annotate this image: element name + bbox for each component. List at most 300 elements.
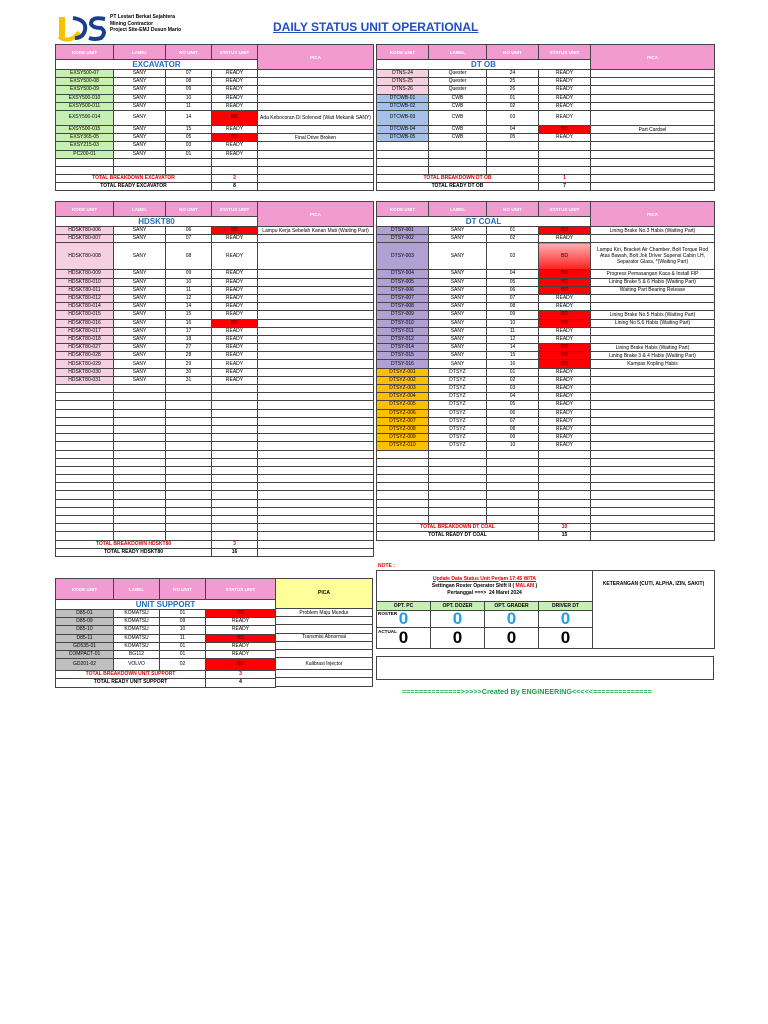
unit-code: EXSY500-07 <box>56 70 114 78</box>
status-badge: BD <box>212 227 258 235</box>
company-info <box>110 14 181 34</box>
status-badge: READY <box>539 401 591 409</box>
table-row <box>377 243 715 270</box>
table-row <box>377 409 715 417</box>
unit-label: SANY <box>114 360 166 368</box>
unit-number: 06 <box>166 227 212 235</box>
table-row <box>56 235 374 243</box>
status-badge: READY <box>212 376 258 384</box>
status-badge: READY <box>212 235 258 243</box>
status-badge: READY <box>539 417 591 425</box>
unit-code: DTNS-26 <box>377 86 429 94</box>
empty-row <box>56 483 374 491</box>
unit-code: HDSKT80-016 <box>56 319 114 327</box>
unit-code: HDSKT80-027 <box>56 344 114 352</box>
total-breakdown-row <box>377 175 715 183</box>
status-badge: READY <box>212 294 258 302</box>
unit-code: HDSKT80-018 <box>56 335 114 343</box>
unit-code: DTSY-002 <box>377 235 429 243</box>
unit-code: DTCWB-04 <box>377 125 429 133</box>
unit-number: 18 <box>166 335 212 343</box>
status-badge: READY <box>539 393 591 401</box>
unit-label: SANY <box>114 319 166 327</box>
empty-row <box>56 401 374 409</box>
pica-note <box>258 368 374 376</box>
col-no-unit: NO UNIT <box>160 579 206 600</box>
unit-number: 01 <box>160 610 206 618</box>
unit-label: SANY <box>429 352 487 360</box>
pica-note <box>258 294 374 302</box>
table-row <box>377 110 715 125</box>
unit-label: SANY <box>429 294 487 302</box>
unit-label: SANY <box>429 319 487 327</box>
table-row <box>56 150 374 158</box>
section-title: EXCAVATOR <box>56 60 258 70</box>
table-row <box>56 319 374 327</box>
table-row <box>377 134 715 142</box>
table-row <box>56 286 374 294</box>
empty-row <box>377 491 715 499</box>
unit-label: SANY <box>114 294 166 302</box>
pica-note: Part Cardsel <box>591 125 715 133</box>
pica-note <box>258 319 374 327</box>
unit-number: 29 <box>166 360 212 368</box>
footer-credit: ==============>>>>>Created By ENGINEERING<<<<<============== <box>402 687 652 696</box>
roster-number: 0 <box>560 610 571 628</box>
unit-label: SANY <box>429 327 487 335</box>
table-row <box>56 634 276 642</box>
shift-name: MALAM <box>514 582 536 589</box>
unit-code: DTSYZ-006 <box>377 409 429 417</box>
unit-code: DTSY-008 <box>377 303 429 311</box>
unit-number: 05 <box>487 401 539 409</box>
col-kode-unit: KODE UNIT <box>56 202 114 217</box>
table-row <box>377 102 715 110</box>
pica-note <box>591 425 715 433</box>
pica-note <box>591 78 715 86</box>
unit-number: 01 <box>487 368 539 376</box>
unit-code: HDSKT80-030 <box>56 368 114 376</box>
roster-value <box>377 611 431 628</box>
col-kode-unit: KODE UNIT <box>377 45 429 60</box>
unit-number: 28 <box>166 352 212 360</box>
total-ready-label: TOTAL READY EXCAVATOR <box>56 183 212 191</box>
pica-note <box>276 617 373 625</box>
pica-note: Progress Pemasangan Kaca & Install FIP <box>591 270 715 278</box>
status-badge: READY <box>539 94 591 102</box>
unit-label: SANY <box>429 286 487 294</box>
unit-code: D85-09 <box>56 618 114 626</box>
unit-number: 07 <box>166 70 212 78</box>
unit-label: BG112 <box>114 650 160 658</box>
pica-note <box>591 434 715 442</box>
table-row <box>377 94 715 102</box>
status-badge: BD <box>212 110 258 125</box>
unit-label: SANY <box>429 235 487 243</box>
status-badge: READY <box>212 311 258 319</box>
pica-note <box>591 368 715 376</box>
unit-number: 10 <box>166 278 212 286</box>
empty-row <box>377 458 715 466</box>
status-badge: READY <box>206 650 276 658</box>
status-badge: READY <box>539 385 591 393</box>
unit-number: 15 <box>166 125 212 133</box>
total-breakdown-row <box>56 175 374 183</box>
unit-number: 07 <box>166 235 212 243</box>
pica-row <box>276 609 373 617</box>
status-badge: READY <box>212 352 258 360</box>
col-label: LABEL <box>114 45 166 60</box>
col-pica: PICA <box>258 45 374 70</box>
unit-label: DTSYZ <box>429 401 487 409</box>
status-badge: BD <box>539 286 591 294</box>
pica-note <box>258 125 374 133</box>
total-breakdown-value: 3 <box>212 540 258 548</box>
unit-number: 06 <box>487 286 539 294</box>
unit-number: 08 <box>166 243 212 270</box>
unit-label: Quester <box>429 70 487 78</box>
status-badge: READY <box>212 278 258 286</box>
unit-number: 08 <box>487 303 539 311</box>
pica-note <box>591 409 715 417</box>
table-row <box>56 344 374 352</box>
pica-note <box>258 352 374 360</box>
total-ready-value: 15 <box>539 532 591 540</box>
table-row <box>377 393 715 401</box>
roster-value <box>539 611 593 628</box>
unit-number: 30 <box>166 368 212 376</box>
pica-note <box>258 243 374 270</box>
pica-note <box>591 385 715 393</box>
table-row <box>377 278 715 286</box>
unit-number: 15 <box>487 352 539 360</box>
pica-note: Lining Brake No.3 Habis (Waiting Part) <box>591 227 715 235</box>
empty-row <box>377 516 715 524</box>
actual-value <box>377 628 431 649</box>
table-row <box>377 303 715 311</box>
actual-value <box>431 628 485 649</box>
table-row <box>56 227 374 235</box>
total-ready-label: TOTAL READY HDSKT80 <box>56 548 212 556</box>
unit-number: 02 <box>160 659 206 671</box>
unit-label: SANY <box>114 125 166 133</box>
pica-note <box>591 376 715 384</box>
status-badge: READY <box>212 360 258 368</box>
unit-label: CWB <box>429 94 487 102</box>
unit-number: 02 <box>487 376 539 384</box>
empty-row <box>377 499 715 507</box>
total-breakdown-value: 3 <box>206 671 276 679</box>
pica-note <box>591 303 715 311</box>
pica-note: Kampas Kopling Habis <box>591 360 715 368</box>
pica-note <box>276 641 373 649</box>
roster-table <box>376 570 715 649</box>
table-row <box>377 352 715 360</box>
status-badge: BD <box>539 243 591 270</box>
table-row <box>56 311 374 319</box>
page-title: DAILY STATUS UNIT OPERATIONAL <box>273 20 479 34</box>
actual-number: 0 <box>398 628 409 647</box>
pica-note: Lining Brake 3 & 4 Habis (Waiting Part) <box>591 352 715 360</box>
empty-row <box>56 524 374 532</box>
unit-code: DTSY-014 <box>377 344 429 352</box>
table-row <box>377 442 715 450</box>
status-badge: READY <box>206 642 276 650</box>
unit-code: DTSY-001 <box>377 227 429 235</box>
roster-number: 0 <box>506 610 517 628</box>
table-row <box>377 125 715 133</box>
unit-label: DTSYZ <box>429 376 487 384</box>
unit-label: KOMATSU <box>114 610 160 618</box>
section-title: HDSKT80 <box>56 217 258 227</box>
unit-code: HDSKT80-012 <box>56 294 114 302</box>
pica-note <box>591 86 715 94</box>
table-row <box>56 303 374 311</box>
table-row <box>377 335 715 343</box>
col-kode-unit: KODE UNIT <box>56 579 114 600</box>
unit-code: EXSY500-010 <box>56 94 114 102</box>
pica-note <box>258 150 374 158</box>
unit-number: 16 <box>487 360 539 368</box>
unit-number: 01 <box>487 227 539 235</box>
unit-label: SANY <box>429 278 487 286</box>
actual-number: 0 <box>506 628 517 647</box>
table-row <box>377 327 715 335</box>
roster-col-1: OPT. PC <box>377 602 431 611</box>
unit-code: HDSKT80-009 <box>56 270 114 278</box>
pica-row <box>276 641 373 649</box>
unit-code: DTSY-015 <box>377 352 429 360</box>
table-row <box>56 125 374 133</box>
company-type: Mining Contractor <box>110 20 154 27</box>
status-badge: READY <box>539 442 591 450</box>
table-row <box>56 626 276 634</box>
unit-code: DTSYZ-002 <box>377 376 429 384</box>
total-breakdown-row <box>377 524 715 532</box>
pica-note <box>258 70 374 78</box>
unit-label: KOMATSU <box>114 618 160 626</box>
status-badge: BD <box>539 270 591 278</box>
unit-number: 02 <box>487 235 539 243</box>
unit-label: Quester <box>429 78 487 86</box>
actual-label: ACTUAL <box>378 629 397 634</box>
status-badge: READY <box>539 235 591 243</box>
hdskt80-table <box>55 201 374 557</box>
section-title: DT OB <box>377 60 591 70</box>
total-ready-row <box>56 183 374 191</box>
status-badge: BD <box>539 311 591 319</box>
empty-row <box>377 475 715 483</box>
status-badge: READY <box>539 102 591 110</box>
empty-row <box>56 434 374 442</box>
empty-row <box>56 475 374 483</box>
unit-code: HDSKT80-011 <box>56 286 114 294</box>
unit-number: 15 <box>166 311 212 319</box>
unit-number: 03 <box>487 385 539 393</box>
table-row <box>56 659 276 671</box>
col-label: LABEL <box>429 45 487 60</box>
table-row <box>56 610 276 618</box>
unit-label: SANY <box>114 142 166 150</box>
unit-label: SANY <box>114 286 166 294</box>
note-info <box>377 571 593 602</box>
empty-row <box>56 385 374 393</box>
status-badge: READY <box>212 125 258 133</box>
total-ready-label: TOTAL READY DT COAL <box>377 532 539 540</box>
unit-number: 12 <box>487 335 539 343</box>
pica-header-row <box>276 579 373 609</box>
table-row <box>377 227 715 235</box>
empty-row <box>56 442 374 450</box>
pica-note <box>591 442 715 450</box>
section-title: UNIT SUPPORT <box>56 600 276 610</box>
unit-label: SANY <box>114 303 166 311</box>
dt-coal-table <box>376 201 715 541</box>
col-status-unit: STATUS UNIT <box>539 45 591 60</box>
unit-code: DTCWB-03 <box>377 110 429 125</box>
table-row <box>56 278 374 286</box>
table-row <box>56 376 374 384</box>
unit-label: DTSYZ <box>429 368 487 376</box>
unit-support-pica-table <box>275 578 373 687</box>
unit-number: 05 <box>166 134 212 142</box>
table-row <box>377 401 715 409</box>
table-row <box>56 650 276 658</box>
unit-number: 01 <box>487 94 539 102</box>
unit-code: DTCWB-05 <box>377 134 429 142</box>
status-badge: READY <box>539 335 591 343</box>
status-badge: READY <box>212 94 258 102</box>
status-badge: BD <box>212 134 258 142</box>
status-badge: READY <box>212 142 258 150</box>
pica-note: Lining No 5,6 Habis (Waiting Part) <box>591 319 715 327</box>
unit-label: VOLVO <box>114 659 160 671</box>
unit-number: 17 <box>166 327 212 335</box>
unit-number: 04 <box>487 393 539 401</box>
pica-note <box>591 327 715 335</box>
unit-label: DTSYZ <box>429 409 487 417</box>
total-ready-label: TOTAL READY DT OB <box>377 183 539 191</box>
unit-number: 01 <box>160 642 206 650</box>
date-value: 24 Maret 2024 <box>488 589 522 596</box>
table-row <box>56 327 374 335</box>
col-no-unit: NO UNIT <box>487 202 539 217</box>
unit-code: DTSY-003 <box>377 243 429 270</box>
company-name: PT Lestari Berkat Sejahtera <box>110 14 176 20</box>
total-breakdown-label: TOTAL BREAKDOWN HDSKT80 <box>56 540 212 548</box>
table-row <box>56 134 374 142</box>
table-row <box>377 368 715 376</box>
table-row <box>377 360 715 368</box>
status-badge: READY <box>212 70 258 78</box>
empty-row <box>377 507 715 515</box>
status-badge: READY <box>212 344 258 352</box>
total-ready-row <box>56 548 374 556</box>
roster-number: 0 <box>452 610 463 628</box>
unit-code: DTSYZ-004 <box>377 393 429 401</box>
table-row <box>377 235 715 243</box>
unit-number: 01 <box>160 650 206 658</box>
status-badge: BD <box>206 659 276 671</box>
status-badge: BD <box>539 319 591 327</box>
table-row <box>377 344 715 352</box>
table-row <box>377 78 715 86</box>
unit-code: GD201-02 <box>56 659 114 671</box>
pica-note <box>258 94 374 102</box>
pica-note <box>258 376 374 384</box>
unit-number: 25 <box>487 78 539 86</box>
empty-row <box>56 425 374 433</box>
pica-note <box>258 78 374 86</box>
unit-label: SANY <box>429 335 487 343</box>
table-row <box>377 286 715 294</box>
col-status-unit: STATUS UNIT <box>206 579 276 600</box>
unit-code: DTSY-010 <box>377 319 429 327</box>
unit-label: SANY <box>114 134 166 142</box>
pica-row <box>276 649 373 657</box>
unit-label: SANY <box>429 303 487 311</box>
table-row <box>377 376 715 384</box>
status-badge: READY <box>212 303 258 311</box>
table-header <box>56 579 276 600</box>
col-label: LABEL <box>429 202 487 217</box>
pica-note: Kalibrasi Injector <box>276 658 373 670</box>
keterangan-cell: KETERANGAN (CUTI, ALPHA, IZIN, SAKIT) <box>593 571 715 649</box>
unit-number: 08 <box>487 425 539 433</box>
actual-number: 0 <box>560 628 571 647</box>
actual-value <box>485 628 539 649</box>
pica-note <box>591 393 715 401</box>
status-badge: READY <box>539 327 591 335</box>
unit-code: HDSKT80-014 <box>56 303 114 311</box>
unit-label: SANY <box>114 335 166 343</box>
roster-col-2: OPT. DOZER <box>431 602 485 611</box>
unit-label: SANY <box>114 110 166 125</box>
total-breakdown-label: TOTAL BREAKDOWN DT OB <box>377 175 539 183</box>
table-row <box>56 360 374 368</box>
unit-label: SANY <box>114 94 166 102</box>
table-row <box>56 110 374 125</box>
empty-row <box>56 491 374 499</box>
empty-row <box>56 166 374 174</box>
unit-number: 06 <box>487 409 539 417</box>
table-row <box>377 319 715 327</box>
status-badge: READY <box>212 243 258 270</box>
pica-note: Final Drive Broken <box>258 134 374 142</box>
empty-row <box>56 158 374 166</box>
unit-code: HDSKT80-006 <box>56 227 114 235</box>
empty-row <box>377 142 715 150</box>
unit-label: CWB <box>429 134 487 142</box>
unit-number: 09 <box>487 311 539 319</box>
table-row <box>56 270 374 278</box>
table-header <box>56 202 374 217</box>
col-no-unit: NO UNIT <box>166 45 212 60</box>
empty-row <box>377 158 715 166</box>
unit-label: Quester <box>429 86 487 94</box>
status-badge: READY <box>539 86 591 94</box>
status-badge: READY <box>539 134 591 142</box>
table-row <box>377 70 715 78</box>
table-row <box>377 434 715 442</box>
status-badge: BD <box>539 227 591 235</box>
unit-label: SANY <box>114 70 166 78</box>
pica-note <box>258 327 374 335</box>
total-breakdown-label: TOTAL BREAKDOWN EXCAVATOR <box>56 175 212 183</box>
table-row <box>56 86 374 94</box>
total-ready-row <box>377 532 715 540</box>
unit-number: 12 <box>166 294 212 302</box>
